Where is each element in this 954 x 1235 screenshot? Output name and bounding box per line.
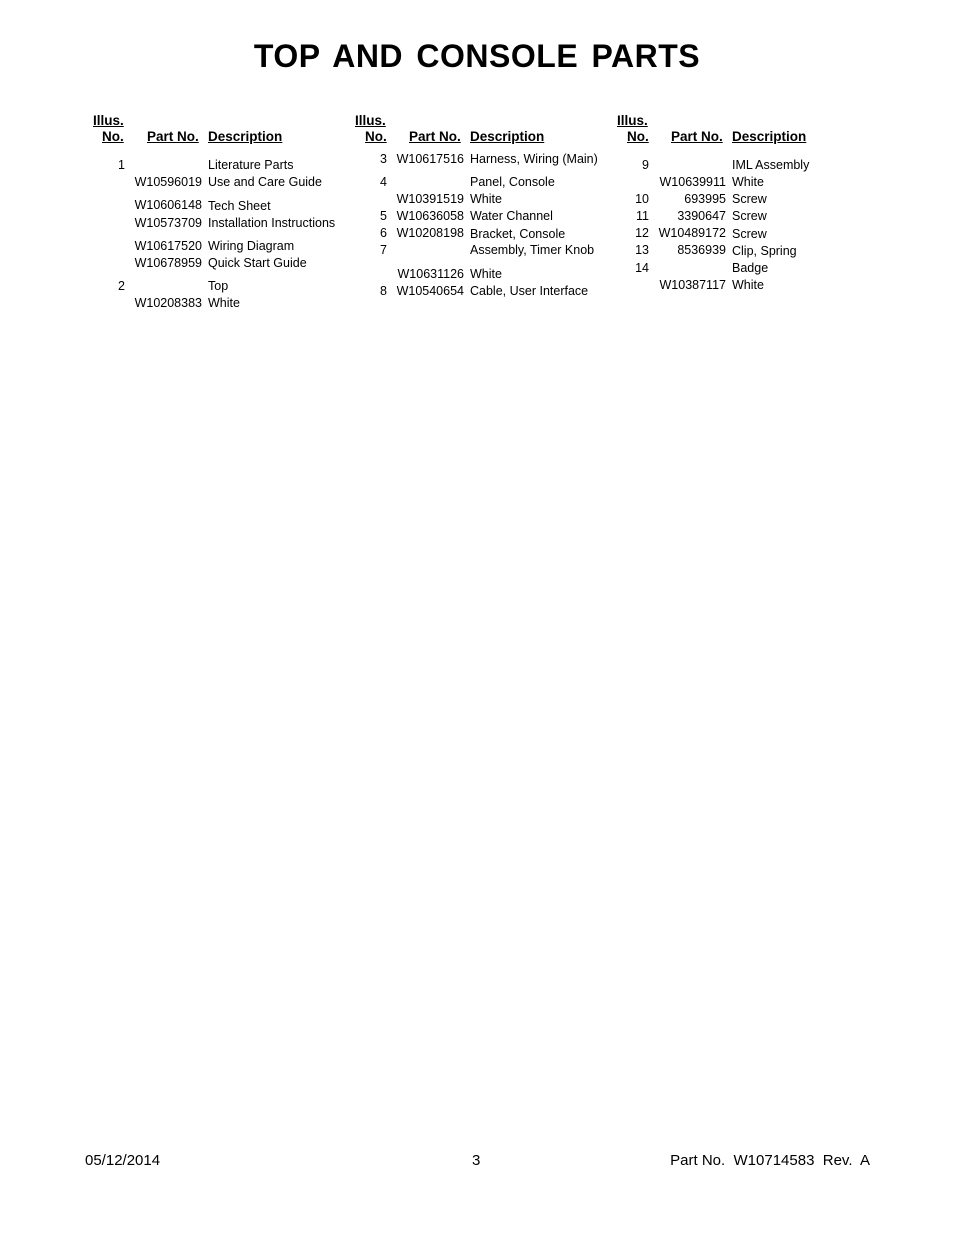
illus-number: 12	[635, 226, 649, 240]
illus-header-line2: No.	[102, 129, 124, 144]
part-number: W10617520	[134, 239, 202, 253]
part-number: W10391519	[396, 192, 464, 206]
illus-header-line2: No.	[365, 129, 387, 144]
illus-header-line1: Illus.	[355, 113, 386, 128]
part-description: Top	[208, 279, 229, 293]
part-number: 8536939	[677, 243, 726, 257]
part-description: White	[732, 175, 764, 189]
part-number: W10387117	[659, 278, 726, 292]
illus-number: 10	[635, 192, 649, 206]
part-description: Literature Parts	[208, 158, 294, 172]
part-no-header: Part No.	[147, 129, 199, 144]
illus-number: 6	[380, 226, 387, 240]
part-number: 693995	[684, 192, 726, 206]
part-number: W10208198	[396, 226, 464, 240]
part-description: Panel, Console	[470, 175, 555, 189]
illus-header-line1: Illus.	[93, 113, 124, 128]
illus-number: 8	[380, 284, 387, 298]
illus-number: 1	[118, 158, 125, 172]
part-number: W10596019	[134, 175, 202, 189]
part-description: Assembly, Timer Knob	[470, 243, 595, 257]
illus-number: 7	[380, 243, 387, 257]
illus-header-line1: Illus.	[617, 113, 648, 128]
part-number: W10631126	[397, 267, 464, 281]
part-description: Quick Start Guide	[208, 256, 307, 270]
illus-number: 5	[380, 209, 387, 223]
description-header: Description	[470, 129, 545, 144]
part-description: White	[208, 296, 240, 310]
part-description: Installation Instructions	[208, 216, 336, 230]
footer-page-number: 3	[472, 1152, 481, 1169]
part-number: W10573709	[134, 216, 202, 230]
footer-date: 05/12/2014	[85, 1152, 161, 1169]
part-number: W10639911	[659, 175, 726, 189]
part-description: Badge	[732, 261, 769, 275]
illus-number: 4	[380, 175, 387, 189]
part-number: 3390647	[677, 209, 726, 223]
part-description: White	[470, 192, 502, 206]
part-no-header: Part No.	[409, 129, 461, 144]
illus-number: 14	[635, 261, 649, 275]
part-number: W10606148	[134, 198, 202, 212]
part-description: White	[732, 278, 764, 292]
part-no-header: Part No.	[671, 129, 723, 144]
part-number: W10208383	[134, 296, 202, 310]
footer-part-number: Part No. W10714583 Rev. A	[670, 1152, 870, 1169]
part-description: Cable, User Interface	[470, 284, 589, 298]
page-title: TOP AND CONSOLE PARTS	[253, 38, 701, 74]
description-header: Description	[208, 129, 283, 144]
illus-number: 2	[118, 279, 125, 293]
part-number: W10678959	[134, 256, 202, 270]
part-description: Bracket, Console	[470, 227, 566, 241]
part-description: Wiring Diagram	[208, 239, 295, 253]
part-description: Screw	[732, 209, 767, 223]
part-number: W10489172	[658, 226, 726, 240]
part-description: Harness, Wiring (Main)	[470, 152, 598, 166]
part-description: Clip, Spring	[732, 244, 797, 258]
illus-number: 11	[636, 209, 649, 223]
part-description: IML Assembly	[732, 158, 810, 172]
illus-number: 13	[635, 243, 649, 257]
part-description: Water Channel	[470, 209, 553, 223]
part-number: W10617516	[396, 152, 464, 166]
part-description: Use and Care Guide	[208, 175, 322, 189]
part-description: Screw	[732, 227, 767, 241]
part-description: White	[470, 267, 502, 281]
part-number: W10636058	[396, 209, 464, 223]
part-description: Tech Sheet	[208, 199, 271, 213]
illus-number: 9	[642, 158, 649, 172]
part-description: Screw	[732, 192, 767, 206]
description-header: Description	[732, 129, 807, 144]
part-number: W10540654	[396, 284, 464, 298]
illus-header-line2: No.	[627, 129, 649, 144]
illus-number: 3	[380, 152, 387, 166]
